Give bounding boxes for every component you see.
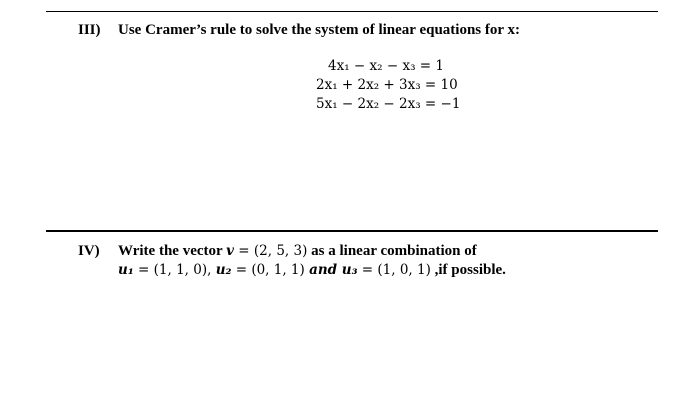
middle-divider — [46, 230, 658, 232]
equation-2: 2x₁ + 2x₂ + 3x₃ = 10 — [316, 77, 458, 93]
vector-u3: u₃ — [341, 262, 358, 278]
question-3-prompt: Use Cramer’s rule to solve the system of linear equations for x: — [118, 22, 521, 38]
q4-line1-suffix: as a linear combination of — [307, 243, 477, 259]
equation-system — [316, 57, 461, 114]
vector-u3-value: = (1, 0, 1) — [357, 262, 431, 278]
vector-u1-value: = (1, 1, 0), — [133, 262, 216, 278]
question-4-number: IV) — [78, 243, 100, 259]
question-4-line-2 — [118, 262, 506, 279]
q4-prefix: Write the vector — [118, 243, 227, 259]
vector-u1: u₁ — [118, 262, 134, 278]
equation-1: 4x₁ − x₂ − x₃ = 1 — [328, 58, 444, 74]
vector-u2: u₂ — [215, 262, 232, 278]
top-divider — [46, 11, 658, 12]
vector-v-value: = (2, 5, 3) — [234, 243, 308, 259]
and-word: and — [309, 262, 342, 278]
question-4-line-1 — [118, 243, 477, 260]
question-3-number: III) — [78, 22, 101, 38]
vector-v: v — [226, 243, 235, 259]
vector-u2-value: = (0, 1, 1) — [231, 262, 310, 278]
equation-3: 5x₁ − 2x₂ − 2x₃ = −1 — [316, 96, 461, 112]
q4-line2-suffix: ,if possible. — [430, 262, 506, 278]
